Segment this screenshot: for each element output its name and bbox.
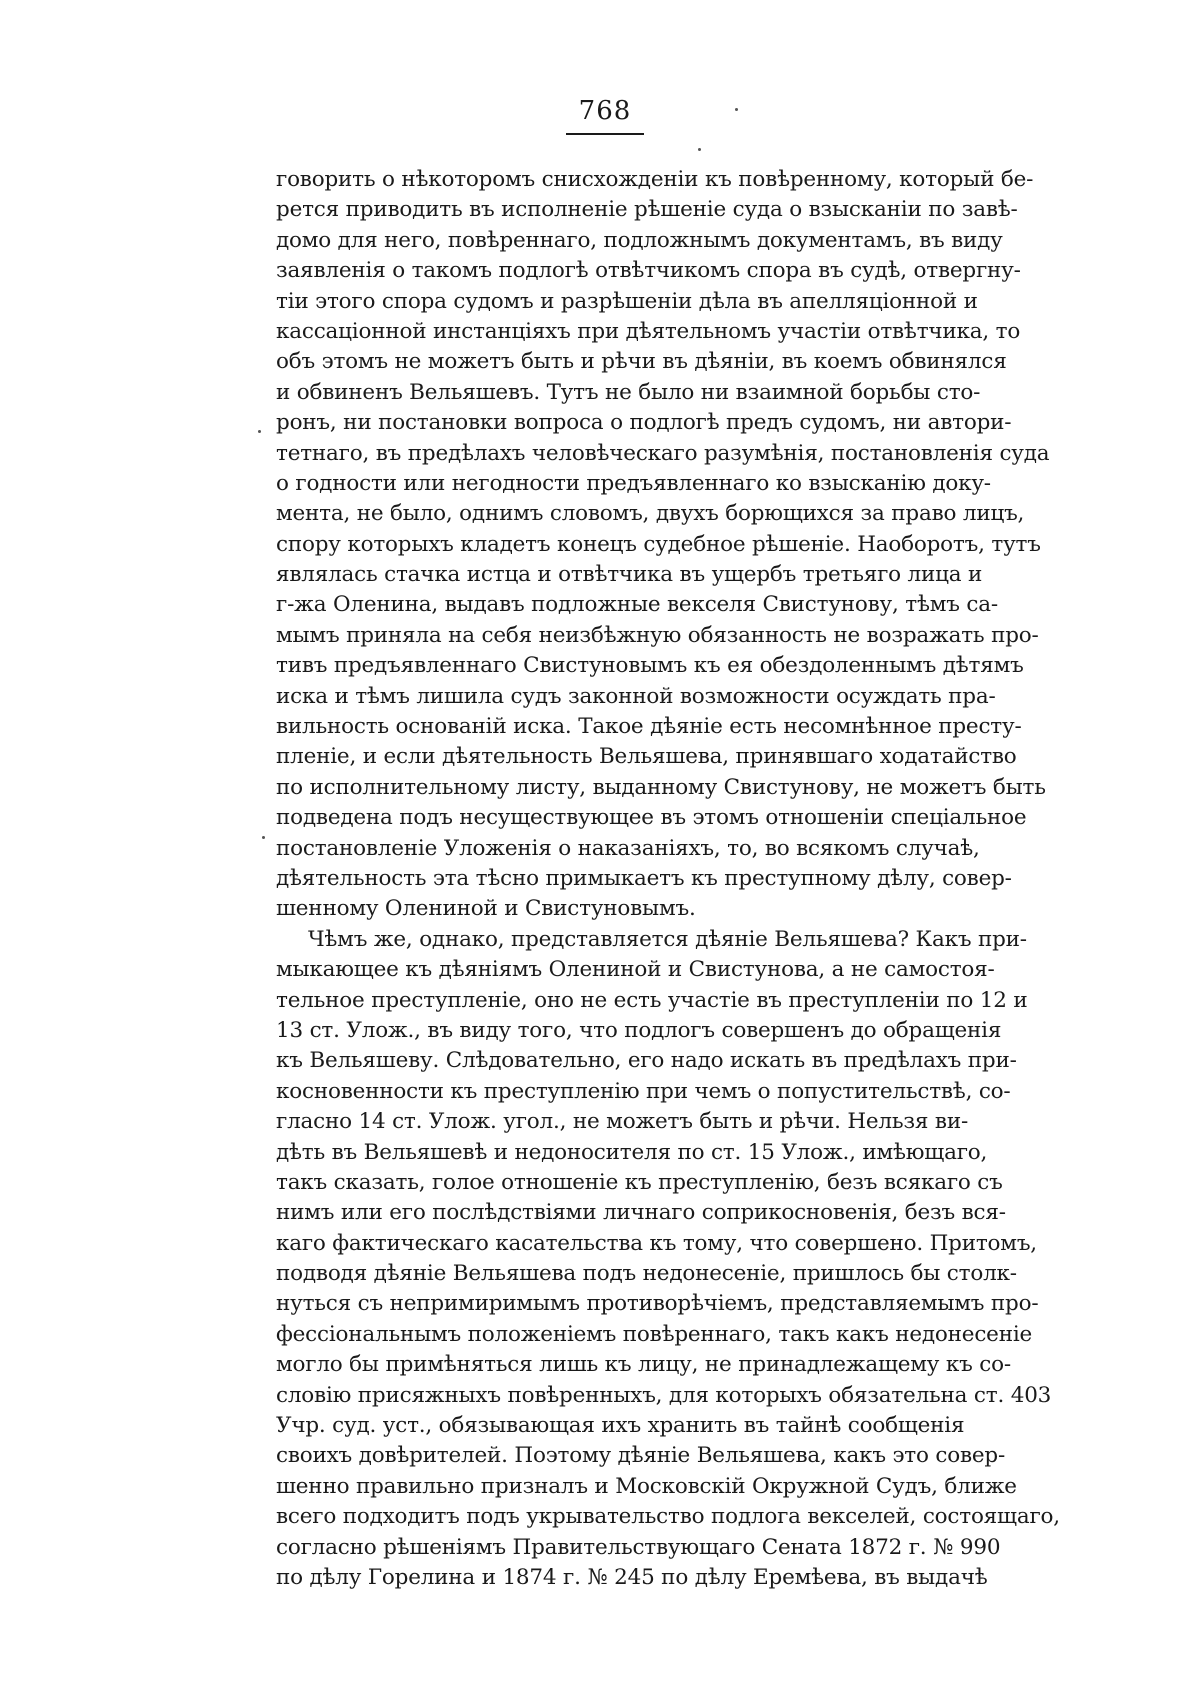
text-line: нимъ или его послѣдствіями личнаго соприкосновенія, безъ вся-: [276, 1200, 1006, 1226]
text-line: тіи этого спора судомъ и разрѣшеніи дѣла въ апелляціонной и: [276, 288, 978, 314]
text-line: каго фактическаго касательства къ тому, что совершено. Притомъ,: [276, 1230, 1037, 1256]
text-line: могло бы примѣняться лишь къ лицу, не принадлежащему къ со-: [276, 1352, 1011, 1378]
text-line: кассаціонной инстанціяхъ при дѣятельномъ участіи отвѣтчика, то: [276, 318, 1021, 344]
scan-speck: [735, 108, 738, 111]
text-line: ронъ, ни постановки вопроса о подлогѣ предъ судомъ, ни автори-: [276, 410, 1012, 436]
text-line: постановленіе Уложенія о наказаніяхъ, то, во всякомъ случаѣ,: [276, 835, 980, 861]
text-line: мымъ приняла на себя неизбѣжную обязанность не возражать про-: [276, 622, 1039, 648]
text-line: своихъ довѣрителей. Поэтому дѣяніе Вельяшева, какъ это совер-: [276, 1443, 1006, 1469]
text-line: подведена подъ несуществующее въ этомъ отношеніи спеціальное: [276, 805, 1027, 831]
text-line: нуться съ непримиримымъ противорѣчіемъ, представляемымъ про-: [276, 1291, 1039, 1317]
text-line: шенному Олениной и Свистуновымъ.: [276, 896, 696, 922]
page-number-rule: [566, 133, 644, 135]
text-line: спору которыхъ кладетъ конецъ судебное рѣшеніе. Наоборотъ, тутъ: [276, 531, 1041, 557]
text-line: косновенности къ преступленію при чемъ о попустительствѣ, со-: [276, 1078, 1011, 1104]
text-line: мыкающее къ дѣяніямъ Олениной и Свистунова, а не самостоя-: [276, 957, 995, 983]
body-text: [276, 165, 1060, 1593]
text-line: мента, не было, однимъ словомъ, двухъ борющихся за право лицъ,: [276, 501, 1025, 527]
text-line: по дѣлу Горелина и 1874 г. № 245 по дѣлу Еремѣева, въ выдачѣ: [276, 1564, 988, 1590]
text-line: словію присяжныхъ повѣренныхъ, для которыхъ обязательна ст. 403: [276, 1382, 1052, 1408]
text-line: домо для него, повѣреннаго, подложнымъ документамъ, въ виду: [276, 227, 1003, 253]
text-line: Чѣмъ же, однако, представляется дѣяніе Вельяшева? Какъ при-: [308, 926, 1027, 952]
scan-speck: [698, 148, 701, 151]
text-line: объ этомъ не можетъ быть и рѣчи въ дѣяніи, въ коемъ обвинялся: [276, 349, 1007, 375]
text-line: говорить о нѣкоторомъ снисхожденіи къ повѣренному, который бе-: [276, 167, 1034, 192]
text-line: дѣть въ Вельяшевѣ и недоносителя по ст. 15 Улож., имѣющаго,: [276, 1139, 988, 1165]
text-line: пленіе, и если дѣятельность Вельяшева, принявшаго ходатайство: [276, 744, 1017, 770]
text-line: являлась стачка истца и отвѣтчика въ ущербъ третьяго лица и: [276, 562, 983, 588]
text-line: и обвиненъ Вельяшевъ. Тутъ не было ни взаимной борьбы сто-: [276, 379, 981, 405]
text-line: 13 ст. Улож., въ виду того, что подлогъ совершенъ до обращенія: [276, 1017, 1002, 1043]
text-line: по исполнительному листу, выданному Свистунову, не можетъ быть: [276, 774, 1046, 800]
text-line: тетнаго, въ предѣлахъ человѣческаго разумѣнія, постановленія суда: [276, 440, 1050, 466]
text-line: согласно рѣшеніямъ Правительствующаго Сената 1872 г. № 990: [276, 1534, 1001, 1560]
text-line: гласно 14 ст. Улож. угол., не можетъ быть и рѣчи. Нельзя ви-: [276, 1109, 969, 1135]
text-line: рется приводить въ исполненіе рѣшеніе суда о взысканіи по завѣ-: [276, 197, 1018, 223]
text-line: такъ сказать, голое отношеніе къ преступленію, безъ всякаго съ: [276, 1169, 1003, 1195]
text-line: подводя дѣяніе Вельяшева подъ недонесеніе, пришлось бы столк-: [276, 1261, 1017, 1287]
scan-speck: [258, 430, 261, 433]
page-number: 768: [578, 96, 632, 126]
text-line: всего подходитъ подъ укрывательство подлога векселей, состоящаго,: [276, 1504, 1060, 1530]
text-line: шенно правильно призналъ и Московскій Окружной Судъ, ближе: [276, 1473, 1017, 1499]
text-line: тельное преступленіе, оно не есть участіе въ преступленіи по 12 и: [276, 987, 1028, 1013]
text-line: о годности или негодности предъявленнаго ко взысканію доку-: [276, 470, 991, 496]
paragraph-2: [276, 925, 1060, 1594]
text-line: заявленія о такомъ подлогѣ отвѣтчикомъ спора въ судѣ, отвергну-: [276, 258, 1021, 284]
text-line: тивъ предъявленнаго Свистуновымъ къ ея обездоленнымъ дѣтямъ: [276, 653, 1024, 679]
text-line: фессіональнымъ положеніемъ повѣреннаго, такъ какъ недонесеніе: [276, 1321, 1033, 1347]
text-line: вильность основаній иска. Такое дѣяніе есть несомнѣнное престу-: [276, 714, 1022, 740]
text-line: Учр. суд. уст., обязывающая ихъ хранить въ тайнѣ сообщенія: [276, 1413, 965, 1439]
text-line: дѣятельность эта тѣсно примыкаетъ къ преступному дѣлу, совер-: [276, 865, 1012, 891]
paragraph-1: [276, 165, 1050, 925]
text-line: иска и тѣмъ лишила судъ законной возможности осуждать пра-: [276, 683, 996, 709]
text-line: г-жа Оленина, выдавъ подложные векселя Свистунову, тѣмъ са-: [276, 592, 998, 618]
text-line: къ Вельяшеву. Слѣдовательно, его надо искать въ предѣлахъ при-: [276, 1048, 1017, 1074]
scan-speck: [262, 836, 265, 839]
